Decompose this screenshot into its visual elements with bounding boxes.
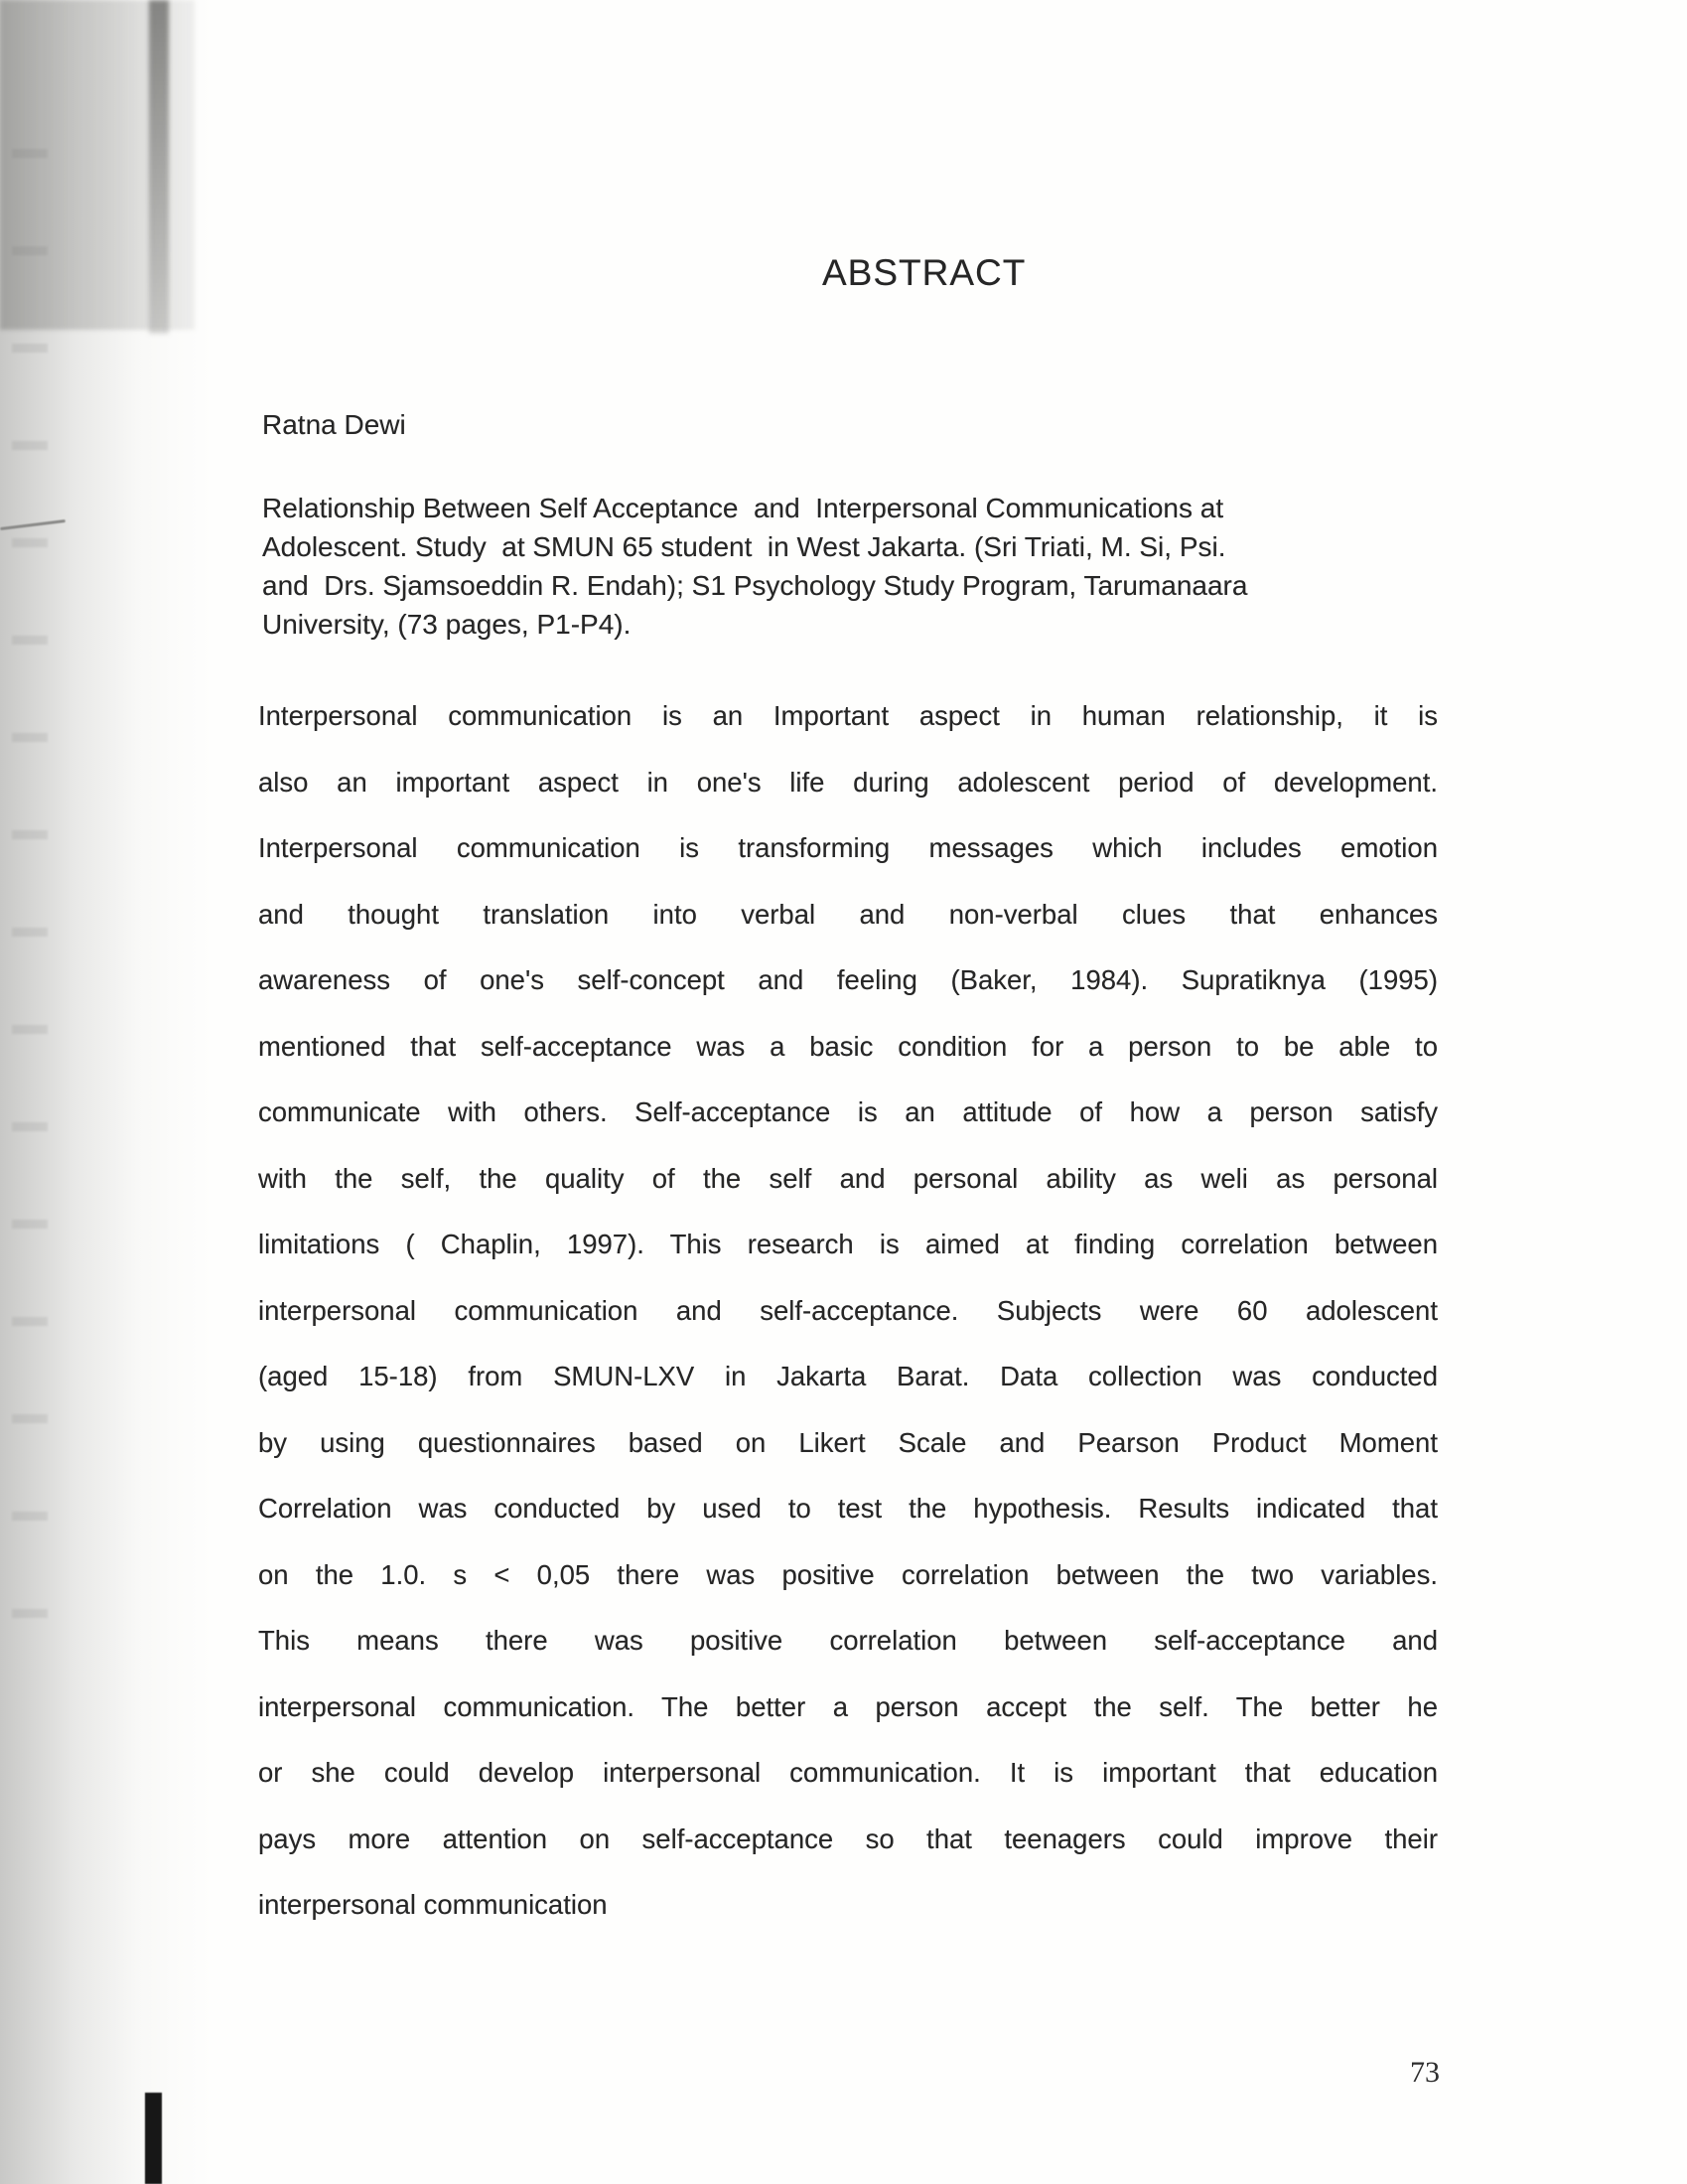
abstract-line: interpersonal communication and self-acceptance. Subjects were 60 adolescent bbox=[258, 1294, 1438, 1326]
scan-stray-mark bbox=[0, 519, 66, 530]
citation-line: Adolescent. Study at SMUN 65 student in West Jakarta. (Sri Triati, M. Si, Psi. bbox=[262, 531, 1226, 562]
abstract-line: awareness of one's self-concept and feeling (Baker, 1984). Supratiknya (1995) bbox=[258, 964, 1438, 995]
abstract-line: by using questionnaires based on Likert Scale and Pearson Product Moment bbox=[258, 1426, 1438, 1458]
author-name: Ratna Dewi bbox=[262, 409, 406, 440]
abstract-line: interpersonal communication bbox=[258, 1889, 608, 1920]
scan-binding-bar bbox=[145, 2093, 162, 2184]
thesis-citation bbox=[262, 489, 1454, 644]
abstract-line: communicate with others. Self-acceptance is an attitude of how a person satisfy bbox=[258, 1096, 1438, 1127]
citation-line: and Drs. Sjamsoeddin R. Endah); S1 Psychology Study Program, Tarumanaara bbox=[262, 570, 1248, 601]
citation-line: University, (73 pages, P1-P4). bbox=[262, 609, 632, 640]
abstract-line: and thought translation into verbal and non-verbal clues that enhances bbox=[258, 898, 1438, 930]
abstract-line: (aged 15-18) from SMUN-LXV in Jakarta Barat. Data collection was conducted bbox=[258, 1361, 1438, 1391]
abstract-line: with the self, the quality of the self and personal ability as weli as personal bbox=[258, 1162, 1438, 1194]
abstract-line: also an important aspect in one's life during adolescent period of development. bbox=[258, 766, 1438, 798]
abstract-line: Interpersonal communication is transforming messages which includes emotion bbox=[258, 832, 1438, 863]
abstract-line: Correlation was conducted by used to test the hypothesis. Results indicated that bbox=[258, 1493, 1438, 1524]
page-number: 73 bbox=[1410, 2056, 1440, 2089]
citation-line: Relationship Between Self Acceptance and Interpersonal Communications at bbox=[262, 493, 1224, 523]
abstract-line: mentioned that self-acceptance was a basic condition for a person to be able to bbox=[258, 1030, 1438, 1062]
abstract-body bbox=[258, 683, 1438, 1939]
scan-left-edge-shadow bbox=[0, 0, 213, 2184]
abstract-line: limitations ( Chaplin, 1997). This research is aimed at finding correlation between bbox=[258, 1229, 1438, 1259]
abstract-line: Interpersonal communication is an Important aspect in human relationship, it is bbox=[258, 700, 1438, 731]
abstract-line: or she could develop interpersonal communication. It is important that education bbox=[258, 1757, 1438, 1788]
abstract-line: interpersonal communication. The better a person accept the self. The better he bbox=[258, 1690, 1438, 1722]
abstract-line: on the 1.0. s < 0,05 there was positive correlation between the two variables. bbox=[258, 1558, 1438, 1590]
scan-top-left-shadow bbox=[0, 0, 195, 330]
scan-crease-line bbox=[149, 0, 169, 334]
scan-bleedthrough-marks bbox=[12, 149, 48, 1698]
abstract-line: This means there was positive correlation between self-acceptance and bbox=[258, 1625, 1438, 1656]
page-title: ABSTRACT bbox=[822, 252, 1027, 293]
abstract-line: pays more attention on self-acceptance so that teenagers could improve their bbox=[258, 1822, 1438, 1854]
